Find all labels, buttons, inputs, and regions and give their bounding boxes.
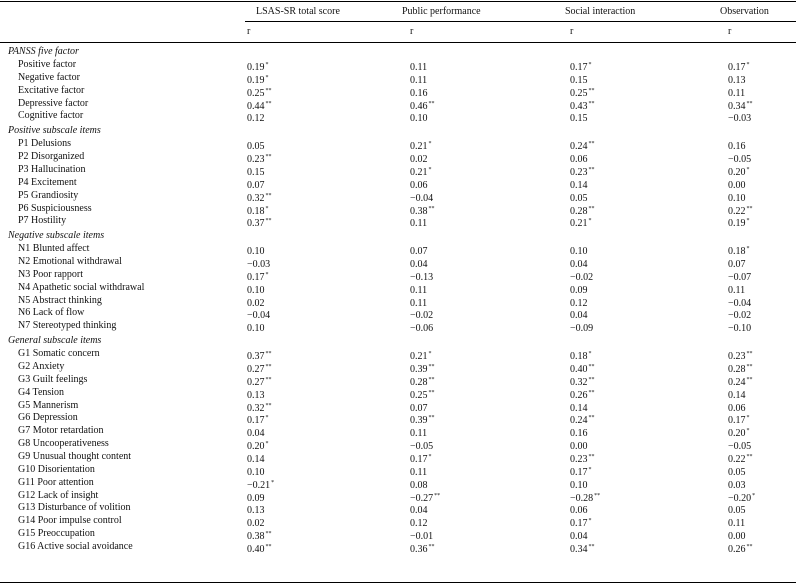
value-text: 0.24 bbox=[728, 376, 746, 388]
value-text: 0.24 bbox=[570, 415, 588, 427]
value-text: 0.28 bbox=[570, 205, 588, 217]
value-text: 0.17 bbox=[728, 62, 746, 73]
value-text: 0.38 bbox=[247, 531, 265, 543]
row-label: Cognitive factor bbox=[18, 110, 84, 122]
significance-marker: ** bbox=[265, 192, 272, 199]
value-text: 0.26 bbox=[570, 389, 588, 401]
value-text: 0.04 bbox=[570, 531, 588, 543]
value-text: 0.06 bbox=[570, 505, 588, 517]
column-header: Observation bbox=[720, 6, 769, 17]
significance-marker: ** bbox=[746, 453, 753, 460]
value-text: 0.10 bbox=[728, 192, 746, 204]
row-label: G10 Disorientation bbox=[18, 463, 95, 475]
value-text: 0.27 bbox=[247, 376, 265, 388]
value-text: 0.04 bbox=[410, 505, 428, 517]
row-label: G5 Mannerism bbox=[18, 399, 79, 411]
value-text: 0.40 bbox=[570, 364, 588, 375]
value-text: 0.13 bbox=[247, 505, 265, 517]
value-text: 0.37 bbox=[247, 351, 265, 363]
value-text: 0.04 bbox=[247, 428, 265, 440]
value-text: 0.23 bbox=[728, 351, 746, 363]
value-text: 0.21 bbox=[410, 351, 428, 363]
correlation-value bbox=[728, 215, 750, 230]
significance-marker: * bbox=[746, 246, 750, 253]
significance-marker: * bbox=[588, 351, 592, 358]
value-text: 0.32 bbox=[247, 192, 265, 204]
significance-marker: ** bbox=[428, 376, 435, 383]
value-text: 0.17 bbox=[247, 415, 265, 427]
significance-marker: ** bbox=[588, 87, 595, 94]
value-text: 0.24 bbox=[570, 141, 588, 153]
correlation-value bbox=[410, 215, 428, 230]
row-label: P3 Hallucination bbox=[18, 163, 86, 175]
significance-marker: ** bbox=[265, 100, 272, 107]
significance-marker: ** bbox=[746, 376, 753, 383]
row-label: N2 Emotional withdrawal bbox=[18, 256, 122, 268]
value-text: 0.09 bbox=[570, 284, 588, 296]
value-text: 0.15 bbox=[247, 166, 265, 178]
value-text: −0.02 bbox=[728, 310, 752, 322]
value-text: 0.11 bbox=[728, 87, 746, 99]
value-text: 0.14 bbox=[570, 402, 588, 414]
value-text: 0.17 bbox=[410, 453, 428, 465]
significance-marker: * bbox=[428, 141, 432, 148]
row-label: P2 Disorganized bbox=[18, 151, 85, 163]
significance-marker: ** bbox=[588, 376, 595, 383]
row-label: G14 Poor impulse control bbox=[18, 515, 122, 527]
significance-marker: * bbox=[271, 479, 275, 486]
value-text: −0.04 bbox=[728, 297, 752, 309]
value-text: 0.10 bbox=[247, 284, 265, 296]
value-text: 0.10 bbox=[570, 246, 588, 258]
value-text: 0.18 bbox=[247, 205, 265, 217]
value-text: −0.03 bbox=[247, 259, 271, 271]
significance-marker: ** bbox=[265, 402, 272, 409]
value-text: 0.00 bbox=[570, 441, 588, 453]
significance-marker: ** bbox=[746, 205, 753, 212]
value-text: −0.28 bbox=[570, 492, 594, 504]
value-text: −0.06 bbox=[410, 323, 434, 335]
value-text: 0.17 bbox=[570, 62, 588, 73]
row-label: G1 Somatic concern bbox=[18, 348, 100, 360]
value-text: 0.05 bbox=[570, 192, 588, 204]
row-label: G8 Uncooperativeness bbox=[18, 438, 109, 450]
column-header: Public performance bbox=[402, 6, 481, 17]
significance-marker: ** bbox=[428, 415, 435, 422]
significance-marker: * bbox=[588, 518, 592, 525]
row-label: N6 Lack of flow bbox=[18, 307, 85, 319]
row-label: N3 Poor rapport bbox=[18, 268, 83, 280]
value-text: 0.28 bbox=[410, 376, 428, 388]
value-text: 0.19 bbox=[728, 218, 746, 230]
significance-marker: ** bbox=[746, 543, 753, 550]
significance-marker: ** bbox=[434, 492, 441, 499]
significance-marker: ** bbox=[428, 543, 435, 550]
value-text: 0.18 bbox=[570, 351, 588, 363]
significance-marker: ** bbox=[265, 531, 272, 538]
value-text: −0.21 bbox=[247, 479, 271, 491]
stat-label: r bbox=[247, 26, 251, 37]
row-label: P4 Excitement bbox=[18, 176, 77, 188]
value-text: 0.34 bbox=[570, 543, 588, 555]
value-text: −0.07 bbox=[728, 271, 752, 283]
significance-marker: * bbox=[746, 62, 750, 68]
value-text: 0.10 bbox=[410, 113, 428, 125]
value-text: 0.39 bbox=[410, 364, 428, 375]
value-text: 0.27 bbox=[247, 364, 265, 375]
significance-marker: * bbox=[752, 492, 756, 499]
column-header: Social interaction bbox=[565, 6, 636, 17]
value-text: 0.04 bbox=[570, 310, 588, 322]
correlation-value bbox=[410, 110, 429, 125]
correlation-value bbox=[247, 215, 272, 230]
row-label: G2 Anxiety bbox=[18, 361, 65, 372]
section-title: PANSS five factor bbox=[8, 46, 79, 57]
value-text: 0.06 bbox=[570, 154, 588, 166]
value-text: 0.07 bbox=[728, 259, 746, 271]
value-text: 0.00 bbox=[728, 179, 746, 191]
significance-marker: * bbox=[588, 218, 592, 225]
value-text: −0.05 bbox=[728, 441, 752, 453]
stat-label: r bbox=[410, 26, 414, 37]
row-label: P1 Delusions bbox=[18, 138, 72, 150]
header-bottom-rule bbox=[0, 42, 796, 43]
value-text: −0.27 bbox=[410, 492, 434, 504]
value-text: 0.04 bbox=[570, 259, 588, 271]
value-text: 0.12 bbox=[570, 297, 588, 309]
row-label: G12 Lack of insight bbox=[18, 489, 99, 501]
value-text: 0.23 bbox=[570, 453, 588, 465]
value-text: 0.21 bbox=[570, 218, 588, 230]
value-text: 0.12 bbox=[410, 518, 428, 530]
value-text: 0.20 bbox=[728, 428, 746, 440]
value-text: 0.22 bbox=[728, 453, 746, 465]
value-text: 0.11 bbox=[410, 297, 428, 309]
value-text: 0.46 bbox=[410, 100, 428, 112]
row-label: Depressive factor bbox=[18, 97, 89, 109]
significance-marker: * bbox=[265, 441, 269, 448]
value-text: 0.25 bbox=[410, 389, 428, 401]
value-text: 0.22 bbox=[728, 205, 746, 217]
significance-marker: ** bbox=[265, 351, 272, 358]
value-text: 0.20 bbox=[728, 166, 746, 178]
value-text: −0.09 bbox=[570, 323, 594, 335]
row-label: G9 Unusual thought content bbox=[18, 450, 132, 462]
value-text: 0.11 bbox=[410, 428, 428, 440]
significance-marker: * bbox=[588, 466, 592, 473]
significance-marker: ** bbox=[588, 415, 595, 422]
value-text: 0.15 bbox=[570, 74, 588, 86]
top-rule bbox=[0, 1, 796, 2]
value-text: 0.11 bbox=[410, 74, 428, 86]
correlation-value bbox=[728, 110, 752, 125]
value-text: 0.11 bbox=[410, 284, 428, 296]
value-text: 0.43 bbox=[570, 100, 588, 112]
correlation-value bbox=[728, 541, 753, 556]
significance-marker: ** bbox=[265, 543, 272, 550]
value-text: 0.23 bbox=[247, 154, 265, 166]
value-text: 0.17 bbox=[247, 271, 265, 283]
value-text: 0.11 bbox=[728, 518, 746, 530]
value-text: 0.14 bbox=[247, 453, 265, 465]
correlation-value bbox=[570, 215, 592, 230]
value-text: 0.18 bbox=[728, 246, 746, 258]
correlation-value bbox=[570, 541, 595, 556]
value-text: 0.06 bbox=[410, 179, 428, 191]
row-label: N4 Apathetic social withdrawal bbox=[18, 281, 145, 293]
row-label: G6 Depression bbox=[18, 412, 78, 424]
row-label: N7 Stereotyped thinking bbox=[18, 320, 117, 332]
row-label: G11 Poor attention bbox=[18, 476, 94, 488]
row-label: N5 Abstract thinking bbox=[18, 294, 102, 306]
significance-marker: ** bbox=[265, 376, 272, 383]
significance-marker: ** bbox=[428, 364, 435, 370]
significance-marker: ** bbox=[265, 218, 272, 225]
row-label: G4 Tension bbox=[18, 386, 65, 398]
value-text: 0.44 bbox=[247, 100, 265, 112]
significance-marker: * bbox=[746, 428, 750, 435]
value-text: 0.38 bbox=[410, 205, 428, 217]
value-text: 0.05 bbox=[728, 505, 746, 517]
value-text: 0.25 bbox=[247, 87, 265, 99]
value-text: 0.07 bbox=[247, 179, 265, 191]
value-text: 0.36 bbox=[410, 543, 428, 555]
correlation-value bbox=[247, 110, 266, 125]
value-text: 0.32 bbox=[570, 376, 588, 388]
correlation-value bbox=[570, 320, 594, 335]
value-text: −0.13 bbox=[410, 271, 434, 283]
row-label: Positive factor bbox=[18, 59, 77, 70]
value-text: 0.25 bbox=[570, 87, 588, 99]
significance-marker: ** bbox=[265, 154, 272, 161]
value-text: −0.10 bbox=[728, 323, 752, 335]
value-text: 0.16 bbox=[410, 87, 428, 99]
value-text: 0.23 bbox=[570, 166, 588, 178]
value-text: −0.01 bbox=[410, 531, 434, 543]
value-text: −0.04 bbox=[410, 192, 434, 204]
value-text: 0.21 bbox=[410, 166, 428, 178]
value-text: 0.02 bbox=[247, 518, 265, 530]
significance-marker: * bbox=[265, 205, 269, 212]
value-text: 0.09 bbox=[247, 492, 265, 504]
value-text: 0.11 bbox=[410, 466, 428, 478]
row-label: P5 Grandiosity bbox=[18, 189, 79, 201]
value-text: 0.04 bbox=[410, 259, 428, 271]
significance-marker: ** bbox=[588, 453, 595, 460]
value-text: 0.14 bbox=[728, 389, 746, 401]
significance-marker: * bbox=[746, 166, 750, 173]
value-text: −0.05 bbox=[728, 154, 752, 166]
value-text: 0.40 bbox=[247, 543, 265, 555]
value-text: 0.11 bbox=[410, 62, 428, 73]
row-label: G15 Preoccupation bbox=[18, 528, 95, 540]
value-text: 0.10 bbox=[247, 246, 265, 258]
value-text: 0.14 bbox=[570, 179, 588, 191]
significance-marker: ** bbox=[265, 87, 272, 94]
bottom-rule bbox=[0, 582, 796, 583]
value-text: 0.16 bbox=[728, 141, 746, 153]
value-text: 0.07 bbox=[410, 402, 428, 414]
value-text: 0.06 bbox=[728, 402, 746, 414]
stat-label: r bbox=[570, 26, 574, 37]
significance-marker: ** bbox=[428, 389, 435, 396]
value-text: 0.39 bbox=[410, 415, 428, 427]
row-label: P7 Hostility bbox=[18, 215, 67, 227]
significance-marker: ** bbox=[588, 166, 595, 173]
significance-marker: ** bbox=[265, 364, 272, 370]
value-text: 0.19 bbox=[247, 74, 265, 86]
significance-marker: ** bbox=[588, 205, 595, 212]
value-text: 0.32 bbox=[247, 402, 265, 414]
significance-marker: * bbox=[265, 62, 269, 68]
row-label: G7 Motor retardation bbox=[18, 425, 104, 437]
value-text: 0.07 bbox=[410, 246, 428, 258]
value-text: 0.21 bbox=[410, 141, 428, 153]
value-text: −0.03 bbox=[728, 113, 752, 125]
stat-label: r bbox=[728, 26, 732, 37]
significance-marker: ** bbox=[746, 100, 753, 107]
significance-marker: ** bbox=[746, 351, 753, 358]
significance-marker: * bbox=[746, 415, 750, 422]
value-text: 0.05 bbox=[247, 141, 265, 153]
significance-marker: ** bbox=[746, 364, 753, 370]
value-text: 0.28 bbox=[728, 364, 746, 375]
value-text: −0.04 bbox=[247, 310, 271, 322]
significance-marker: * bbox=[265, 74, 269, 81]
value-text: 0.12 bbox=[247, 113, 265, 125]
significance-marker: ** bbox=[428, 205, 435, 212]
significance-marker: ** bbox=[588, 141, 595, 148]
significance-marker: * bbox=[746, 218, 750, 225]
value-text: 0.17 bbox=[570, 466, 588, 478]
column-header: LSAS-SR total score bbox=[256, 6, 340, 17]
value-text: 0.34 bbox=[728, 100, 746, 112]
correlation-value bbox=[410, 541, 435, 556]
value-text: 0.08 bbox=[410, 479, 428, 491]
value-text: 0.26 bbox=[728, 543, 746, 555]
value-text: 0.16 bbox=[570, 428, 588, 440]
value-text: −0.02 bbox=[410, 310, 434, 322]
significance-marker: ** bbox=[594, 492, 601, 499]
significance-marker: ** bbox=[588, 389, 595, 396]
value-text: −0.05 bbox=[410, 441, 434, 453]
significance-marker: ** bbox=[588, 543, 595, 550]
value-text: 0.00 bbox=[728, 531, 746, 543]
section-title: Positive subscale items bbox=[8, 125, 101, 137]
correlation-value bbox=[247, 320, 266, 335]
row-label: Excitative factor bbox=[18, 84, 85, 96]
significance-marker: * bbox=[265, 271, 269, 278]
significance-marker: * bbox=[265, 415, 269, 422]
header-rule bbox=[245, 21, 796, 22]
significance-marker: * bbox=[428, 166, 432, 173]
value-text: 0.13 bbox=[247, 389, 265, 401]
value-text: 0.11 bbox=[728, 284, 746, 296]
row-label: N1 Blunted affect bbox=[18, 243, 90, 255]
value-text: 0.19 bbox=[247, 62, 265, 73]
row-label: P6 Suspiciousness bbox=[18, 202, 92, 214]
significance-marker: ** bbox=[428, 100, 435, 107]
row-label: Negative factor bbox=[18, 71, 80, 83]
value-text: 0.10 bbox=[570, 479, 588, 491]
value-text: 0.05 bbox=[728, 466, 746, 478]
section-title: General subscale items bbox=[8, 335, 102, 347]
correlation-value bbox=[570, 110, 589, 125]
correlation-value bbox=[247, 541, 272, 556]
significance-marker: * bbox=[428, 351, 432, 358]
value-text: −0.02 bbox=[570, 271, 594, 283]
value-text: 0.20 bbox=[247, 441, 265, 453]
row-label: G3 Guilt feelings bbox=[18, 373, 88, 385]
correlation-value bbox=[410, 320, 434, 335]
value-text: 0.17 bbox=[570, 518, 588, 530]
row-label: G16 Active social avoidance bbox=[18, 540, 133, 552]
correlation-value bbox=[728, 320, 752, 335]
value-text: 0.11 bbox=[410, 218, 428, 230]
significance-marker: * bbox=[428, 453, 432, 460]
significance-marker: ** bbox=[588, 100, 595, 107]
section-title: Negative subscale items bbox=[8, 230, 105, 242]
value-text: 0.15 bbox=[570, 113, 588, 125]
significance-marker: ** bbox=[588, 364, 595, 370]
value-text: 0.02 bbox=[410, 154, 428, 166]
value-text: 0.37 bbox=[247, 218, 265, 230]
significance-marker: * bbox=[588, 62, 592, 68]
value-text: 0.10 bbox=[247, 466, 265, 478]
value-text: −0.20 bbox=[728, 492, 752, 504]
value-text: 0.17 bbox=[728, 415, 746, 427]
row-label: G13 Disturbance of volition bbox=[18, 502, 131, 514]
value-text: 0.10 bbox=[247, 323, 265, 335]
value-text: 0.13 bbox=[728, 74, 746, 86]
value-text: 0.03 bbox=[728, 479, 746, 491]
value-text: 0.02 bbox=[247, 297, 265, 309]
